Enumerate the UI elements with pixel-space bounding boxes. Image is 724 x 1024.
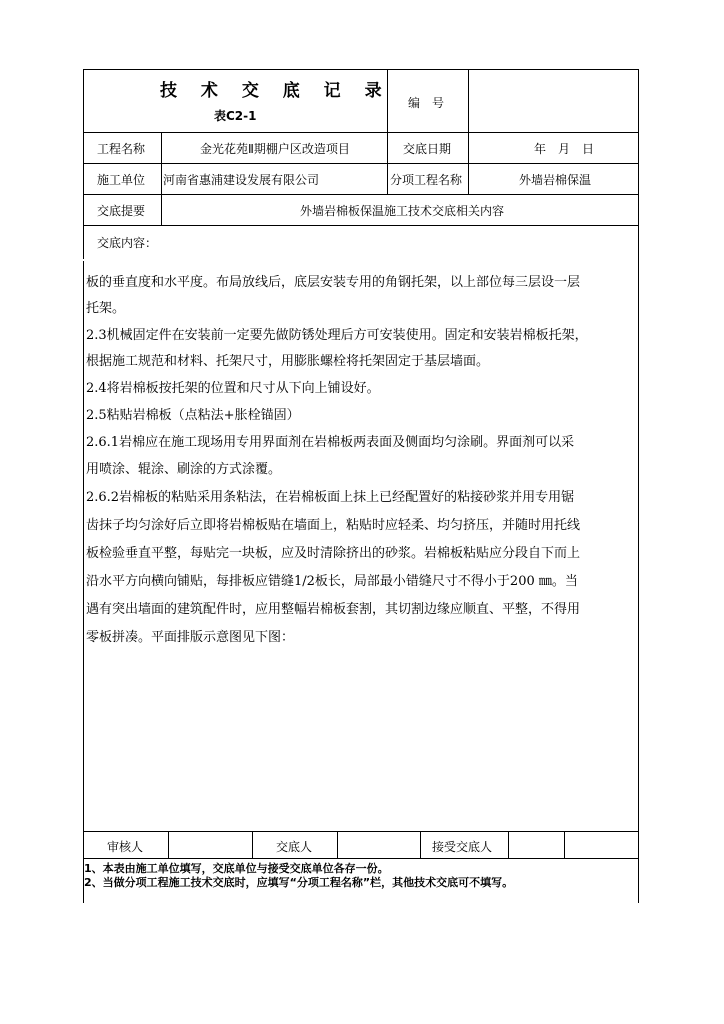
page-title: 技 术 交 底 记 录 xyxy=(160,81,391,101)
content-line: 2.6.1岩棉应在施工现场用专用界面剂在岩棉板两表面及侧面均匀涂刷。界面剂可以采 xyxy=(86,435,575,450)
number-label: 编 号 xyxy=(408,96,445,110)
col-sign-5 xyxy=(508,831,509,858)
content-line: 遇有突出墙面的建筑配件时，应用整幅岩棉板套割，其切割边缘应顺直、平整，不得用 xyxy=(86,602,581,617)
col-header-2 xyxy=(468,69,469,132)
form-number: 表C2-1 xyxy=(214,109,257,123)
receiver-label: 接受交底人 xyxy=(432,840,493,854)
row-line-2 xyxy=(83,163,639,164)
row-line-4 xyxy=(83,225,639,226)
unit-label: 施工单位 xyxy=(97,173,146,187)
subproject-value: 外墙岩棉保温 xyxy=(519,173,592,187)
notes-right-line xyxy=(638,858,639,903)
row-line-1 xyxy=(83,132,639,133)
col-info-1 xyxy=(161,132,162,225)
summary-value: 外墙岩棉板保温施工技术交底相关内容 xyxy=(300,204,505,218)
summary-label: 交底提要 xyxy=(97,204,146,218)
border-left-lower xyxy=(83,261,84,859)
content-line: 2.5粘贴岩棉板（点粘法+胀栓锚固） xyxy=(86,408,300,423)
reviewer-label: 审核人 xyxy=(107,840,144,854)
date-value: 年 月 日 xyxy=(534,142,595,156)
col-sign-1 xyxy=(168,831,169,858)
col-sign-2 xyxy=(252,831,253,858)
col-sign-6 xyxy=(564,831,565,858)
row-line-3 xyxy=(83,194,639,195)
content-line: 托架。 xyxy=(86,301,126,316)
project-label: 工程名称 xyxy=(97,142,146,156)
col-info-2 xyxy=(387,132,388,194)
content-line: 零板拼凑。平面排版示意图见下图： xyxy=(86,630,295,645)
footnote: 2、当做分项工程施工技术交底时，应填写“分项工程名称”栏，其他技术交底可不填写。 xyxy=(84,876,514,889)
footnote: 1、本表由施工单位填写，交底单位与接受交底单位各存一份。 xyxy=(84,862,389,875)
content-line: 齿抹子均匀涂好后立即将岩棉板贴在墙面上，粘贴时应轻柔、均匀挤压，并随时用托线 xyxy=(86,518,581,533)
content-line: 沿水平方向横向铺贴，每排板应错缝1/2板长，局部最小错缝尺寸不得小于200 ㎜。当 xyxy=(86,574,578,589)
content-line: 2.3机械固定件在安装前一定要先做防锈处理后方可安装使用。固定和安装岩棉板托架， xyxy=(86,328,588,343)
content-line: 用喷涂、辊涂、刷涂的方式涂覆。 xyxy=(86,462,282,477)
border-left xyxy=(83,69,84,259)
content-line: 根据施工规范和材料、托架尺寸，用膨胀螺栓将托架固定于基层墙面。 xyxy=(86,354,490,369)
content-line: 2.4将岩棉板按托架的位置和尺寸从下向上铺设好。 xyxy=(86,381,380,396)
date-label: 交底日期 xyxy=(403,142,452,156)
row-line-6 xyxy=(83,858,639,859)
row-line-5 xyxy=(83,831,639,832)
col-sign-4 xyxy=(420,831,421,858)
content-line: 板的垂直度和水平度。布局放线后，底层安装专用的角钢托架，以上部位每三层设一层 xyxy=(86,275,581,290)
col-info-3 xyxy=(468,132,469,194)
content-label: 交底内容： xyxy=(97,236,158,250)
content-line: 2.6.2岩棉板的粘贴采用条粘法，在岩棉板面上抹上已经配置好的粘接砂浆并用专用锯 xyxy=(86,490,575,505)
border-top xyxy=(83,69,639,70)
unit-value: 河南省惠浦建设发展有限公司 xyxy=(163,173,320,187)
subproject-label: 分项工程名称 xyxy=(390,173,463,187)
discloser-label: 交底人 xyxy=(276,840,313,854)
project-value: 金光花苑Ⅱ期棚户区改造项目 xyxy=(200,142,350,156)
col-sign-3 xyxy=(337,831,338,858)
content-line: 板检验垂直平整，每贴完一块板，应及时清除挤出的砂浆。岩棉板粘贴应分段自下而上 xyxy=(86,546,581,561)
